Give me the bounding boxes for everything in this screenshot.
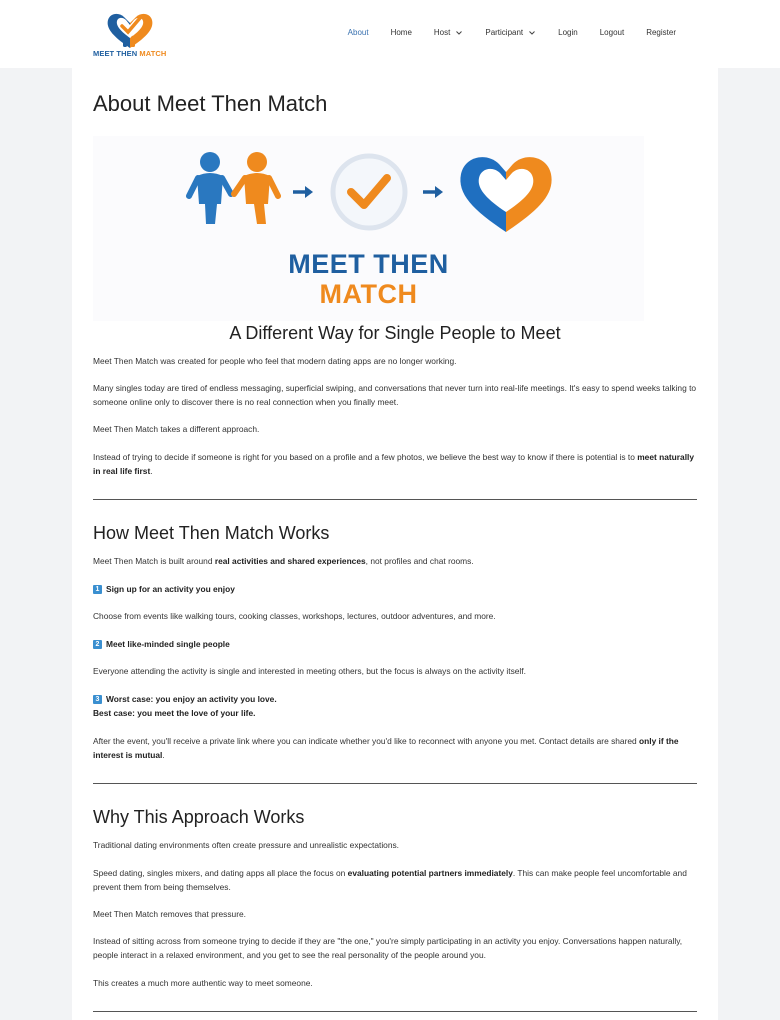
intro-paragraph: Meet Then Match was created for people who feel that modern dating apps are no longer working. xyxy=(93,356,457,366)
step-3-title: 3 Worst case: you enjoy an activity you love. xyxy=(93,692,277,706)
how-closing-paragraph: After the event, you'll receive a private link where you can indicate whether you'd like to reconnect with anyone you met. Contact details are shared only if the interest is mutual. xyxy=(93,736,679,760)
why-paragraph: Traditional dating environments often create pressure and unrealistic expectations. xyxy=(93,840,400,850)
chevron-down-icon xyxy=(455,30,463,36)
step-3-subtitle: Best case: you meet the love of your life. xyxy=(93,708,256,718)
main-nav xyxy=(337,28,687,37)
step-2-title: 2 Meet like-minded single people xyxy=(93,637,230,651)
intro-paragraph: Instead of trying to decide if someone is right for you based on a profile and a few photos, we believe the best way to know if there is potential is to meet naturally in real life first. xyxy=(93,452,695,476)
number-2-icon: 2 xyxy=(93,640,102,649)
nav-register[interactable]: Register xyxy=(646,28,676,37)
number-1-icon: 1 xyxy=(93,585,102,594)
page-title: About Meet Then Match xyxy=(93,91,328,116)
nav-participant[interactable]: Participant xyxy=(474,28,547,37)
step-1-title: 1 Sign up for an activity you enjoy xyxy=(93,582,235,596)
nav-login[interactable]: Login xyxy=(558,28,578,37)
nav-host[interactable]: Host xyxy=(423,28,474,37)
hero-image xyxy=(93,136,644,321)
logo-wordmark[interactable]: MEET THEN MATCH xyxy=(93,49,167,58)
site-header xyxy=(0,0,780,68)
intro-paragraph: Meet Then Match takes a different approach. xyxy=(93,424,260,434)
how-heading: How Meet Then Match Works xyxy=(93,523,330,543)
chevron-down-icon xyxy=(528,30,536,36)
intro-paragraph: Many singles today are tired of endless messaging, superficial swiping, and conversations that never turn into real-life meetings. It's easy to spend weeks talking to someone online only to discover there is no real connection when you finally meet. xyxy=(93,383,697,407)
intro-heading: A Different Way for Single People to Meet xyxy=(229,323,561,343)
illustration-people-check-heart-icon xyxy=(93,136,644,246)
section-divider xyxy=(93,499,697,500)
section-divider xyxy=(93,783,697,784)
nav-logout[interactable]: Logout xyxy=(599,28,625,37)
nav-home[interactable]: Home xyxy=(390,28,412,37)
hero-wordmark-line2: MATCH xyxy=(319,279,418,309)
why-paragraph: Speed dating, singles mixers, and dating apps all place the focus on evaluating potential partners immediately. This can make people feel uncomfortable and prevent them from being themselves. xyxy=(93,868,687,892)
number-3-icon: 3 xyxy=(93,695,102,704)
why-heading: Why This Approach Works xyxy=(93,807,305,827)
hero-wordmark-line1: MEET THEN xyxy=(288,249,449,279)
why-paragraph: Instead of sitting across from someone trying to decide if they are "the one," you're simply participating in an activity you enjoy. Conversations happen naturally, people interact in a relaxed environment, and you get to see the real personality of the people around you. xyxy=(93,936,683,960)
why-paragraph: This creates a much more authentic way to meet someone. xyxy=(93,978,313,988)
nav-about[interactable]: About xyxy=(347,28,369,37)
why-paragraph: Meet Then Match removes that pressure. xyxy=(93,909,246,919)
step-2-text: Everyone attending the activity is single and interested in meeting others, but the focus is always on the activity itself. xyxy=(93,666,526,676)
how-paragraph: Meet Then Match is built around real activities and shared experiences, not profiles and chat rooms. xyxy=(93,556,474,566)
main-content xyxy=(72,68,718,1020)
heart-logo-icon xyxy=(92,8,168,52)
section-divider xyxy=(93,1011,697,1012)
step-1-text: Choose from events like walking tours, cooking classes, workshops, lectures, outdoor adventures, and more. xyxy=(93,611,496,621)
